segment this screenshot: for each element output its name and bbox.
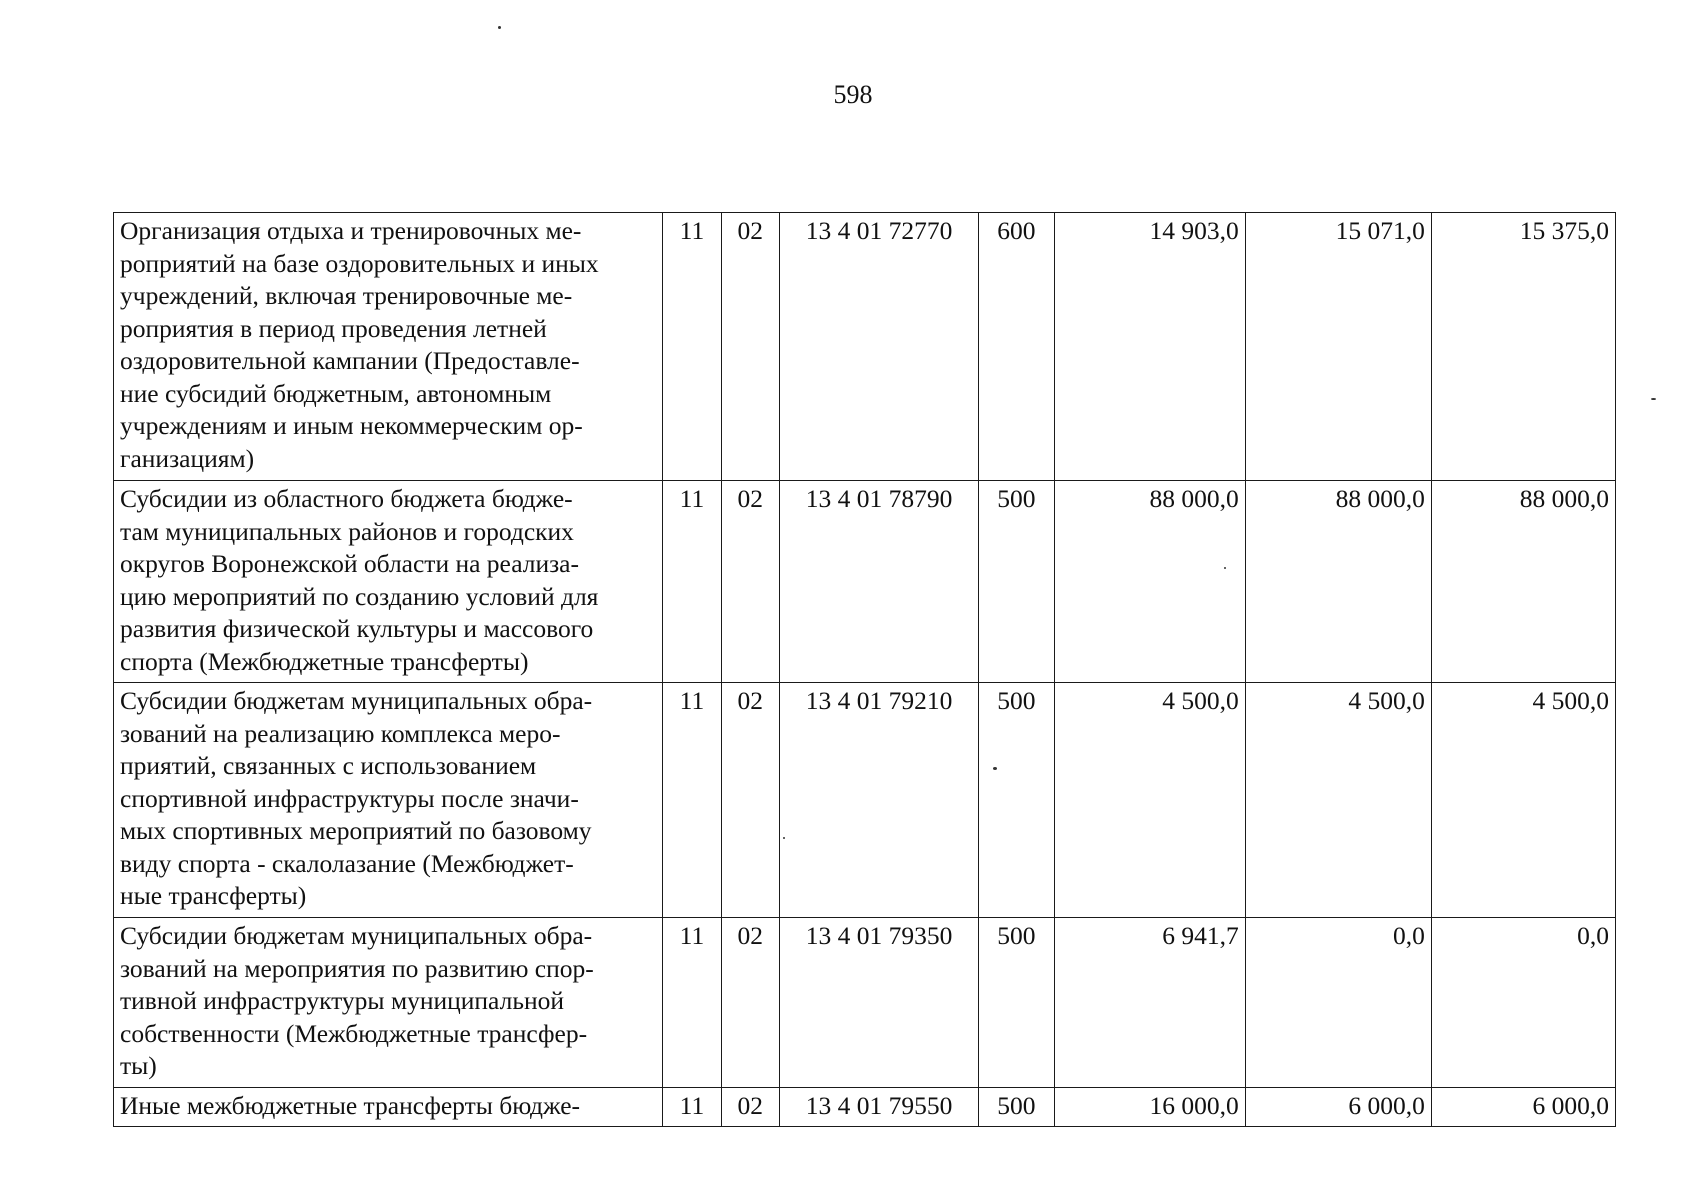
- cell-amount-3: 15 375,0: [1431, 213, 1615, 481]
- page-number: 598: [833, 80, 873, 109]
- cell-amount-2: 0,0: [1245, 918, 1431, 1088]
- table-row: [114, 683, 1616, 918]
- cell-rz: 11: [663, 1088, 721, 1127]
- cell-amount-1: 16 000,0: [1054, 1088, 1245, 1127]
- table-row: [114, 918, 1616, 1088]
- row-description: Субсидии бюджетам муниципальных обра- зований на реализацию комплекса меро- приятий, связанных с использованием спортивной инфраструктуры после значи- мых спортивных мероприятий по базовому виду спорта - скалолазание (Межбюджет- ные трансферты): [114, 683, 663, 918]
- cell-amount-2: 15 071,0: [1245, 213, 1431, 481]
- cell-expense-type: 500: [979, 683, 1054, 918]
- cell-rz: 11: [663, 481, 721, 683]
- row-description: Иные межбюджетные трансферты бюдже-: [114, 1088, 663, 1127]
- cell-rz: 11: [663, 683, 721, 918]
- cell-target-article: 13 4 01 72770: [779, 213, 978, 481]
- cell-amount-2: 4 500,0: [1245, 683, 1431, 918]
- table-row: [114, 1088, 1616, 1127]
- cell-rz: 11: [663, 918, 721, 1088]
- table-row: [114, 481, 1616, 683]
- cell-amount-3: 4 500,0: [1431, 683, 1615, 918]
- cell-amount-1: 88 000,0: [1054, 481, 1245, 683]
- cell-target-article: 13 4 01 79550: [779, 1088, 978, 1127]
- cell-amount-3: 6 000,0: [1431, 1088, 1615, 1127]
- cell-rz: 11: [663, 213, 721, 481]
- cell-pr: 02: [721, 918, 779, 1088]
- cell-amount-3: 0,0: [1431, 918, 1615, 1088]
- row-description: Субсидии из областного бюджета бюдже- там муниципальных районов и городских округов Воронежской области на реализа- цию мероприятий по созданию условий для развития физической культуры и массового спорта (Межбюджетные трансферты): [114, 481, 663, 683]
- cell-amount-3: 88 000,0: [1431, 481, 1615, 683]
- cell-expense-type: 600: [979, 213, 1054, 481]
- cell-amount-2: 6 000,0: [1245, 1088, 1431, 1127]
- cell-amount-1: 14 903,0: [1054, 213, 1245, 481]
- budget-table: [113, 212, 1616, 1127]
- cell-expense-type: 500: [979, 918, 1054, 1088]
- scan-speck: [1651, 398, 1656, 400]
- scan-speck: [783, 837, 785, 839]
- cell-pr: 02: [721, 1088, 779, 1127]
- cell-target-article: 13 4 01 79210: [779, 683, 978, 918]
- row-description: Субсидии бюджетам муниципальных обра- зований на мероприятия по развитию спор- тивной инфраструктуры муниципальной собственности (Межбюджетные трансфер- ты): [114, 918, 663, 1088]
- cell-expense-type: 500: [979, 481, 1054, 683]
- cell-pr: 02: [721, 481, 779, 683]
- cell-target-article: 13 4 01 78790: [779, 481, 978, 683]
- cell-target-article: 13 4 01 79350: [779, 918, 978, 1088]
- cell-expense-type: 500: [979, 1088, 1054, 1127]
- cell-amount-2: 88 000,0: [1245, 481, 1431, 683]
- cell-pr: 02: [721, 683, 779, 918]
- cell-pr: 02: [721, 213, 779, 481]
- scan-speck: [1224, 567, 1226, 569]
- table-row: [114, 213, 1616, 481]
- scan-speck: [498, 26, 501, 29]
- row-description: Организация отдыха и тренировочных ме- роприятий на базе оздоровительных и иных учреждений, включая тренировочные ме- роприятия в период проведения летней оздоровительной кампании (Предоставле- ние субсидий бюджетным, автономным учреждениям и иным некоммерческим ор- ганизациям): [114, 213, 663, 481]
- cell-amount-1: 6 941,7: [1054, 918, 1245, 1088]
- scan-speck: [993, 767, 997, 770]
- cell-amount-1: 4 500,0: [1054, 683, 1245, 918]
